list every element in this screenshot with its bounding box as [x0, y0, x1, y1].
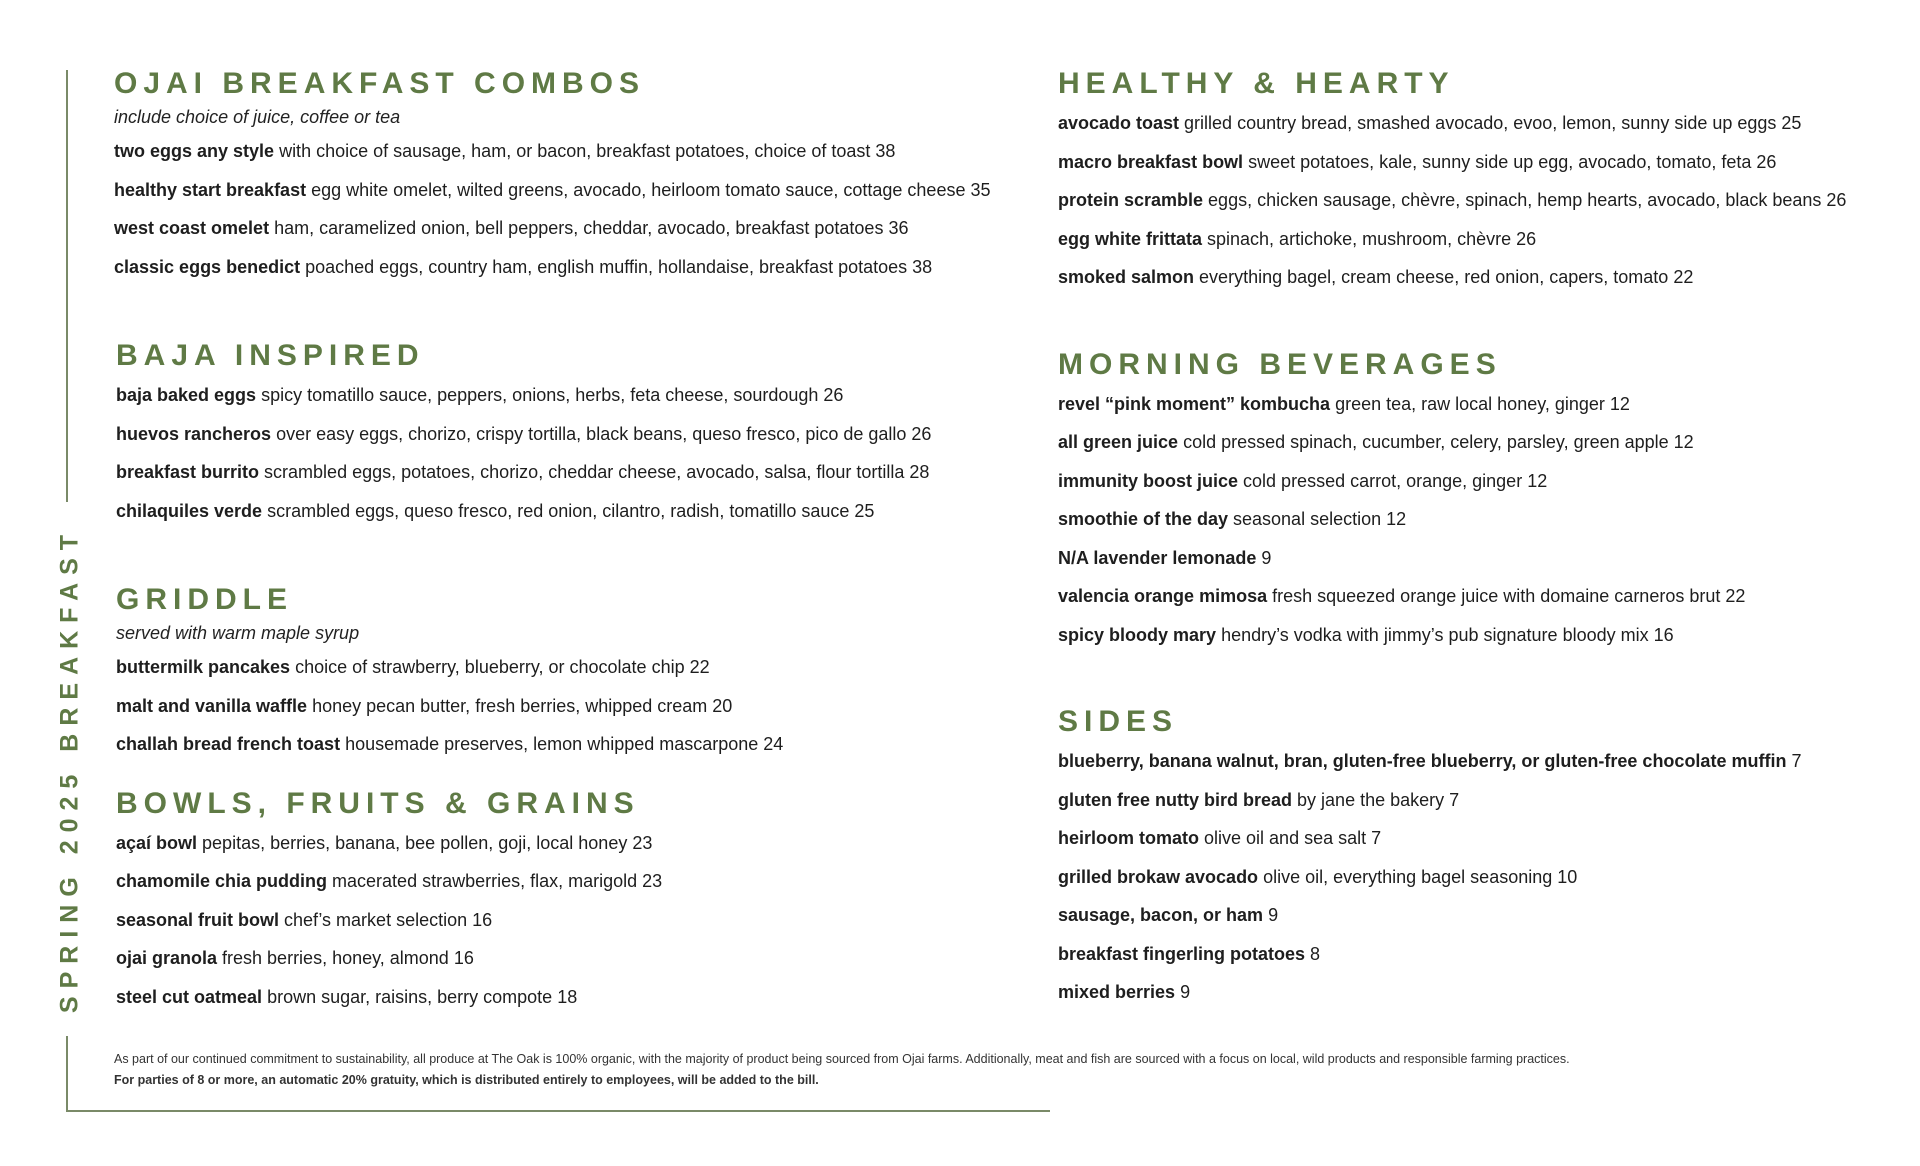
- menu-item-list: [116, 648, 1034, 764]
- section-title: SIDES: [1058, 705, 1179, 738]
- section-healthy: [1058, 66, 1918, 297]
- right-column: [1058, 66, 1918, 1012]
- section-baja: [116, 338, 1034, 530]
- footnote: [114, 1049, 1874, 1091]
- item-description: pepitas, berries, banana, bee pollen, goji, local honey 23: [197, 832, 653, 853]
- item-name: all green juice: [1058, 432, 1179, 452]
- menu-item: [114, 248, 1034, 287]
- item-name: west coast omelet: [114, 218, 270, 238]
- section-beverages: [1058, 347, 1918, 655]
- menu-item: [116, 492, 1034, 531]
- item-description: macerated strawberries, flax, marigold 23: [327, 871, 663, 891]
- item-name: seasonal fruit bowl: [116, 909, 280, 930]
- menu-item-list: [1058, 104, 1918, 297]
- item-description: poached eggs, country ham, english muffin, hollandaise, breakfast potatoes 38: [300, 256, 933, 277]
- left-rule-bottom: [66, 1036, 68, 1112]
- section-title: BAJA INSPIRED: [116, 339, 425, 372]
- bottom-rule: [66, 1110, 1050, 1112]
- item-description: everything bagel, cream cheese, red onion, capers, tomato 22: [1194, 267, 1694, 287]
- item-description: ham, caramelized onion, bell peppers, cheddar, avocado, breakfast potatoes 36: [269, 218, 909, 238]
- item-name: blueberry, banana walnut, bran, gluten-free blueberry, or gluten-free chocolate muffin: [1058, 751, 1787, 771]
- item-description: by jane the bakery 7: [1292, 789, 1460, 810]
- item-description: fresh squeezed orange juice with domaine carneros brut 22: [1267, 586, 1746, 606]
- menu-item: [1058, 781, 1918, 820]
- item-name: valencia orange mimosa: [1058, 586, 1268, 606]
- section-subtitle: include choice of juice, coffee or tea: [114, 107, 401, 127]
- item-description: seasonal selection 12: [1228, 509, 1407, 529]
- menu-item: [1058, 858, 1918, 897]
- item-description: 9: [1256, 547, 1272, 568]
- item-description: scrambled eggs, queso fresco, red onion, cilantro, radish, tomatillo sauce 25: [262, 500, 875, 521]
- left-rule-top: [66, 70, 68, 502]
- menu-item: [1058, 423, 1918, 462]
- item-description: olive oil and sea salt 7: [1199, 828, 1382, 848]
- item-name: smoothie of the day: [1058, 509, 1229, 529]
- menu-item-list: [114, 132, 1034, 286]
- menu-item: [1058, 500, 1918, 539]
- section-sides: [1058, 704, 1918, 1012]
- menu-item: [1058, 181, 1918, 220]
- menu-item: [116, 648, 1034, 687]
- menu-item: [1058, 258, 1918, 297]
- menu-item: [116, 725, 1034, 764]
- item-name: grilled brokaw avocado: [1058, 866, 1259, 887]
- left-column: [114, 66, 1034, 1016]
- item-name: classic eggs benedict: [114, 256, 301, 277]
- menu-item: [116, 415, 1034, 454]
- item-name: breakfast burrito: [116, 462, 260, 482]
- item-description: egg white omelet, wilted greens, avocado, heirloom tomato sauce, cottage cheese 35: [306, 179, 991, 200]
- menu-item: [116, 862, 1034, 901]
- item-description: sweet potatoes, kale, sunny side up egg, avocado, tomato, feta 26: [1243, 151, 1777, 172]
- item-name: malt and vanilla waffle: [116, 695, 308, 716]
- menu-item: [1058, 742, 1918, 781]
- item-description: hendry’s vodka with jimmy’s pub signature bloody mix 16: [1216, 624, 1674, 645]
- menu-item: [1058, 973, 1918, 1012]
- section-title: OJAI BREAKFAST COMBOS: [114, 67, 646, 100]
- menu-item: [1058, 819, 1918, 858]
- item-name: challah bread french toast: [116, 734, 341, 754]
- item-description: 8: [1305, 943, 1321, 964]
- item-name: baja baked eggs: [116, 385, 257, 405]
- item-name: steel cut oatmeal: [116, 986, 263, 1007]
- item-name: heirloom tomato: [1058, 828, 1200, 848]
- item-description: olive oil, everything bagel seasoning 10: [1258, 866, 1578, 887]
- item-name: ojai granola: [116, 948, 218, 968]
- item-name: protein scramble: [1058, 190, 1204, 210]
- item-name: açaí bowl: [116, 832, 198, 853]
- section-title: HEALTHY & HEARTY: [1058, 67, 1455, 100]
- item-name: revel “pink moment” kombucha: [1058, 393, 1331, 414]
- menu-item: [114, 171, 1034, 210]
- item-description: choice of strawberry, blueberry, or chocolate chip 22: [290, 657, 710, 677]
- item-description: over easy eggs, chorizo, crispy tortilla, black beans, queso fresco, pico de gallo 26: [271, 423, 932, 444]
- item-name: spicy bloody mary: [1058, 624, 1217, 645]
- item-description: spinach, artichoke, mushroom, chèvre 26: [1202, 228, 1537, 249]
- item-name: chamomile chia pudding: [116, 871, 328, 891]
- item-name: huevos rancheros: [116, 423, 272, 444]
- section-title: MORNING BEVERAGES: [1058, 347, 1502, 381]
- item-description: chef’s market selection 16: [279, 909, 493, 930]
- item-description: fresh berries, honey, almond 16: [217, 948, 474, 968]
- item-description: grilled country bread, smashed avocado, evoo, lemon, sunny side up eggs 25: [1179, 113, 1802, 133]
- menu-item: [1058, 616, 1918, 655]
- item-name: sausage, bacon, or ham: [1058, 905, 1264, 925]
- menu-item: [116, 687, 1034, 726]
- item-description: scrambled eggs, potatoes, chorizo, cheddar cheese, avocado, salsa, flour tortilla 28: [259, 462, 930, 482]
- menu-item: [1058, 104, 1918, 143]
- menu-item: [116, 376, 1034, 415]
- sustainability-note: As part of our continued commitment to sustainability, all produce at The Oak is 100% organic, with the majority of product being sourced from Ojai farms. Additionally, meat and fish are sourced with a focus on local, wild products and responsible farming practices.: [114, 1052, 1570, 1066]
- item-name: buttermilk pancakes: [116, 657, 291, 677]
- item-description: cold pressed carrot, orange, ginger 12: [1238, 470, 1548, 491]
- menu-item: [1058, 385, 1918, 424]
- item-name: immunity boost juice: [1058, 470, 1239, 491]
- gratuity-note: For parties of 8 or more, an automatic 20% gratuity, which is distributed entirely to employees, will be added to the bill.: [114, 1073, 819, 1087]
- menu-item-list: [116, 824, 1034, 1017]
- item-description: cold pressed spinach, cucumber, celery, parsley, green apple 12: [1178, 432, 1694, 452]
- menu-item: [1058, 462, 1918, 501]
- section-title: BOWLS, FRUITS & GRAINS: [116, 786, 640, 820]
- menu-item: [114, 209, 1034, 248]
- item-description: 9: [1175, 982, 1191, 1002]
- item-name: macro breakfast bowl: [1058, 151, 1244, 172]
- item-description: 9: [1263, 905, 1279, 925]
- menu-item: [116, 939, 1034, 978]
- item-description: housemade preserves, lemon whipped mascarpone 24: [340, 734, 784, 754]
- section-ojai-combos: [114, 66, 1034, 286]
- item-description: spicy tomatillo sauce, peppers, onions, herbs, feta cheese, sourdough 26: [256, 385, 844, 405]
- menu-item: [116, 901, 1034, 940]
- item-name: N/A lavender lemonade: [1058, 547, 1257, 568]
- item-name: mixed berries: [1058, 982, 1176, 1002]
- season-label: SPRING 2025 BREAKFAST: [55, 526, 84, 1014]
- menu-item: [116, 978, 1034, 1017]
- menu-item: [1058, 220, 1918, 259]
- section-subtitle: served with warm maple syrup: [116, 623, 360, 643]
- item-name: avocado toast: [1058, 113, 1180, 133]
- menu-item: [116, 453, 1034, 492]
- section-griddle: [116, 582, 1034, 764]
- item-description: honey pecan butter, fresh berries, whipped cream 20: [307, 695, 733, 716]
- menu-item-list: [1058, 742, 1918, 1012]
- section-bowls: [116, 786, 1034, 1017]
- item-description: brown sugar, raisins, berry compote 18: [262, 986, 578, 1007]
- menu-item-list: [1058, 385, 1918, 655]
- menu-item: [1058, 577, 1918, 616]
- section-title: GRIDDLE: [116, 583, 293, 616]
- item-name: egg white frittata: [1058, 228, 1203, 249]
- menu-item-list: [116, 376, 1034, 530]
- item-name: chilaquiles verde: [116, 500, 263, 521]
- item-name: gluten free nutty bird bread: [1058, 789, 1293, 810]
- item-description: eggs, chicken sausage, chèvre, spinach, hemp hearts, avocado, black beans 26: [1203, 190, 1847, 210]
- menu-item: [1058, 143, 1918, 182]
- item-name: two eggs any style: [114, 141, 275, 161]
- item-description: with choice of sausage, ham, or bacon, breakfast potatoes, choice of toast 38: [274, 141, 896, 161]
- item-description: 7: [1786, 751, 1802, 771]
- item-description: green tea, raw local honey, ginger 12: [1330, 393, 1630, 414]
- menu-item: [1058, 539, 1918, 578]
- item-name: smoked salmon: [1058, 267, 1195, 287]
- menu-item: [116, 824, 1034, 863]
- menu-item: [114, 132, 1034, 171]
- item-name: healthy start breakfast: [114, 179, 307, 200]
- menu-item: [1058, 896, 1918, 935]
- item-name: breakfast fingerling potatoes: [1058, 943, 1306, 964]
- menu-item: [1058, 935, 1918, 974]
